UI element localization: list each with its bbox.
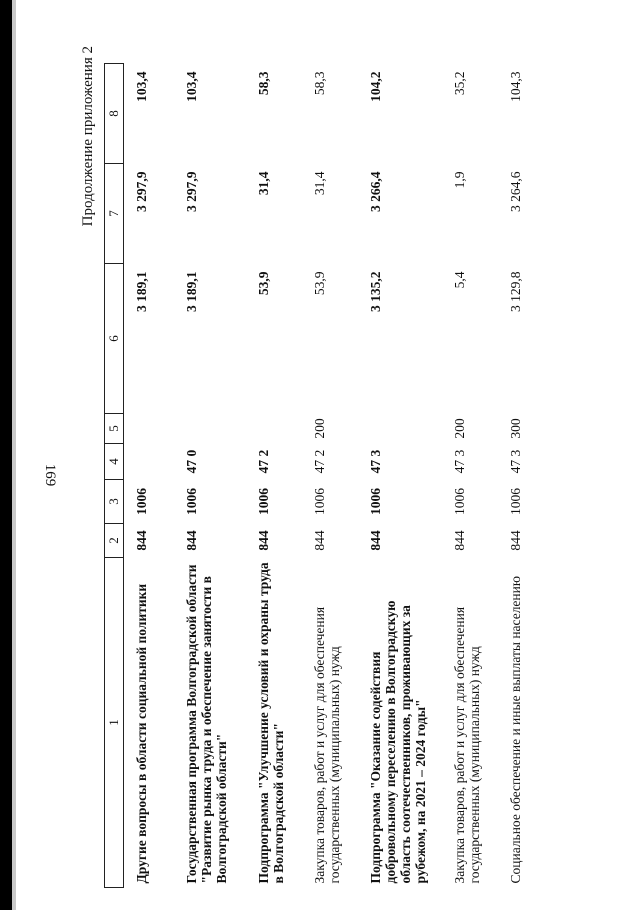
col-header: 5	[105, 414, 124, 444]
cell-c7: 3 266,4	[367, 171, 383, 212]
rotated-page-content	[80, 28, 640, 888]
cell-c3: 1006	[255, 488, 271, 515]
cell-c8: 35,2	[451, 71, 467, 96]
cell-c4: 47 2	[311, 449, 327, 474]
cell-c3: 1006	[507, 488, 523, 515]
row-label: Государственная программа Волгоградской области "Развитие рынка труда и обеспечение занятости в Волгоградской области"	[183, 564, 229, 884]
row-label: Закупка товаров, работ и услуг для обеспечения государственных (муниципальных) нужд	[311, 606, 342, 884]
cell-c3: 1006	[367, 488, 383, 515]
scan-border-shade	[12, 0, 16, 910]
page-number: 169	[42, 463, 58, 487]
cell-c5	[124, 414, 174, 444]
col-header: 4	[105, 444, 124, 480]
appendix-caption: Продолжение приложения 2	[80, 46, 96, 227]
cell-c6: 3 129,8	[507, 271, 523, 312]
cell-c2: 844	[451, 530, 467, 551]
cell-c4: 47 3	[451, 449, 467, 474]
cell-c5	[358, 414, 442, 444]
cell-c4: 47 3	[367, 449, 383, 474]
cell-c8: 104,3	[507, 71, 523, 102]
cell-c2: 844	[134, 530, 149, 551]
cell-c4: 47 2	[255, 449, 271, 474]
row-label: Другие вопросы в области социальной политики	[134, 583, 149, 884]
cell-c5	[246, 414, 302, 444]
cell-c4	[124, 444, 174, 480]
cell-c7: 31,4	[311, 171, 327, 196]
table-row	[498, 64, 548, 888]
cell-c3: 1006	[311, 488, 327, 515]
cell-c8: 58,3	[255, 71, 271, 96]
cell-c8: 103,4	[134, 71, 149, 102]
cell-c3: 1006	[134, 488, 149, 515]
col-header: 7	[105, 164, 124, 264]
table-row	[246, 64, 302, 888]
cell-c7: 3 297,9	[183, 171, 199, 212]
cell-c5: 200	[451, 418, 467, 439]
cell-c7: 1,9	[451, 171, 467, 189]
cell-c8: 104,2	[367, 71, 383, 102]
table-row	[124, 64, 174, 888]
cell-c3: 1006	[183, 488, 199, 515]
col-header: 6	[105, 264, 124, 414]
cell-c6: 53,9	[255, 271, 271, 296]
col-header: 3	[105, 480, 124, 524]
cell-c5: 200	[311, 418, 327, 439]
table-row	[174, 64, 246, 888]
cell-c6: 3 189,1	[134, 271, 149, 312]
cell-c2: 844	[311, 530, 327, 551]
cell-c7: 31,4	[255, 171, 271, 196]
cell-c8: 103,4	[183, 71, 199, 102]
cell-c4: 47 3	[507, 449, 523, 474]
cell-c2: 844	[507, 530, 523, 551]
budget-table	[104, 63, 548, 888]
cell-c3: 1006	[451, 488, 467, 515]
cell-c2: 844	[183, 530, 199, 551]
cell-c2: 844	[255, 530, 271, 551]
table-row	[358, 64, 442, 888]
cell-c6: 3 135,2	[367, 271, 383, 312]
row-label: Подпрограмма "Оказание содействия добровольному переселению в Волгоградскую область соотечественников, проживающих за рубежом, на 2021 – 2024 годы"	[367, 600, 428, 884]
cell-c7: 3 297,9	[134, 171, 149, 212]
cell-c6: 5,4	[451, 271, 467, 289]
cell-c8: 58,3	[311, 71, 327, 96]
cell-c2: 844	[367, 530, 383, 551]
column-number-row	[105, 64, 124, 888]
table-row	[302, 64, 358, 888]
cell-c6: 53,9	[311, 271, 327, 296]
row-label: Закупка товаров, работ и услуг для обеспечения государственных (муниципальных) нужд	[451, 606, 482, 884]
cell-c5: 300	[507, 418, 523, 439]
cell-c6: 3 189,1	[183, 271, 199, 312]
row-label: Подпрограмма "Улучшение условий и охраны труда в Волгоградской области"	[255, 562, 286, 884]
cell-c4: 47 0	[183, 449, 199, 474]
col-header: 1	[105, 558, 124, 888]
scan-border	[0, 0, 12, 910]
table-row	[442, 64, 498, 888]
row-label: Социальное обеспечение и иные выплаты населению	[507, 576, 523, 884]
col-header: 8	[105, 64, 124, 164]
cell-c5	[174, 414, 246, 444]
cell-c7: 3 264,6	[507, 171, 523, 212]
col-header: 2	[105, 524, 124, 558]
